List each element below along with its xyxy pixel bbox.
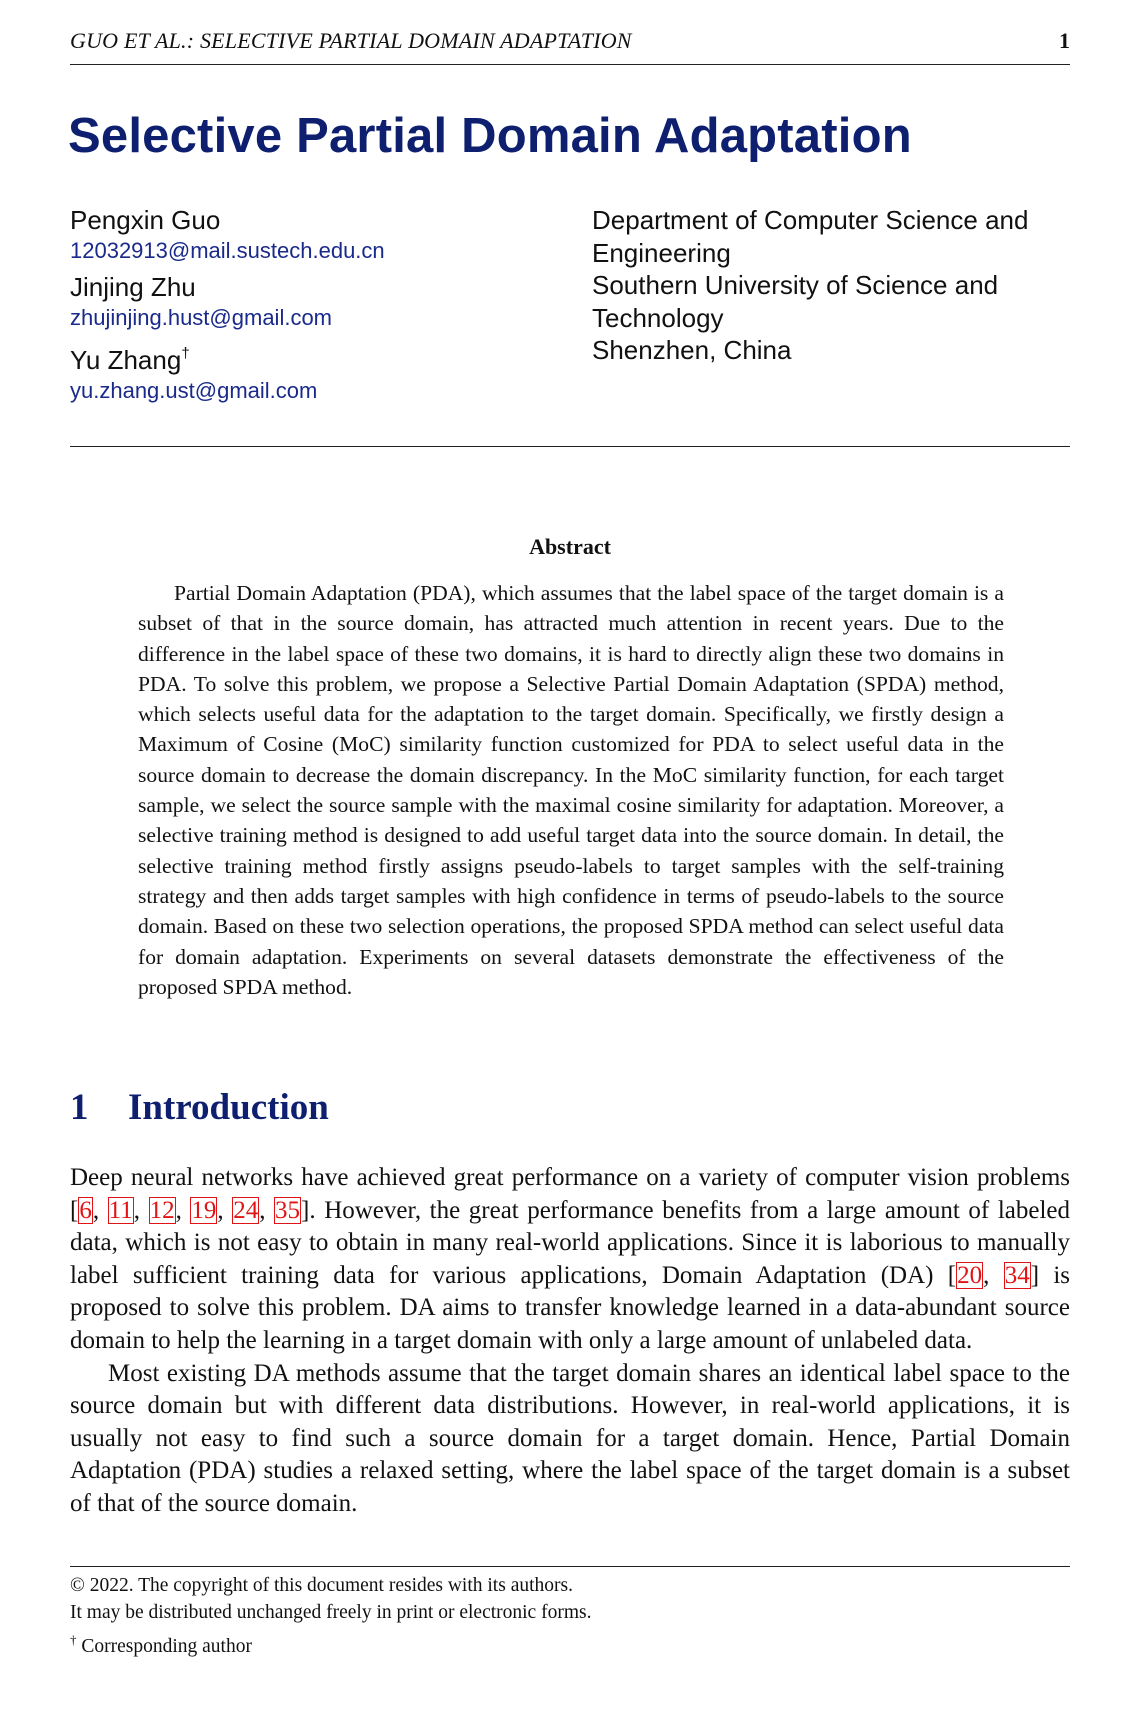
citation-link[interactable]: 11 — [108, 1196, 133, 1224]
running-title: GUO ET AL.: SELECTIVE PARTIAL DOMAIN ADAPTATION — [70, 28, 632, 53]
affiliation-line: Southern University of Science and — [592, 270, 999, 300]
citation-link[interactable]: 34 — [1004, 1261, 1030, 1289]
author-email-link[interactable]: 12032913@mail.sustech.edu.cn — [70, 238, 385, 263]
author-list — [70, 204, 570, 411]
paragraph: Deep neural networks have achieved great performance on a variety of computer vision problems [6, 11, 12, 19, 24, 35]. However, the great performance benefits from a large amount of labeled data, which is not easy to obtain in many real-world applications. Since it is laborious to manually label sufficient training data for various applications, Domain Adaptation (DA) [20, 34] is proposed to solve this problem. DA aims to transfer knowledge learned in a data-abundant source domain to help the learning in a target domain with only a large amount of unlabeled data. — [70, 1164, 1071, 1354]
running-header — [70, 28, 1070, 54]
distribution-notice: It may be distributed unchanged freely in print or electronic forms. — [70, 1602, 592, 1623]
affiliation — [592, 204, 1072, 367]
corresponding-mark: † — [181, 345, 190, 362]
author-name: Yu Zhang† — [70, 345, 190, 375]
abstract-text: Partial Domain Adaptation (PDA), which assumes that the label space of the target domain is a subset of that in the source domain, has attracted much attention in recent years. Due to the difference in the label space of these two domains, it is hard to directly align these two domains in PDA. To solve this problem, we propose a Selective Partial Domain Adaptation (SPDA) method, which selects useful data for the adaptation to the target domain. Specifically, we firstly design a Maximum of Cosine (MoC) similarity function customized for PDA to select useful data in the source domain to decrease the domain discrepancy. In the MoC similarity function, for each target sample, we select the source sample with the maximal cosine similarity for adaptation. Moreover, a selective training method is designed to add useful target data into the source domain. In detail, the selective training method firstly assigns pseudo-labels to target samples with the self-training strategy and then adds target samples with high confidence in terms of pseudo-labels to the source domain. Based on these two selection operations, the proposed SPDA method can select useful data for domain adaptation. Experiments on several datasets demonstrate the effectiveness of the proposed SPDA method. — [138, 581, 1004, 999]
affiliation-line: Department of Computer Science and — [592, 205, 1029, 235]
section-number: 1 — [70, 1087, 89, 1128]
paragraph: Most existing DA methods assume that the target domain shares an identical label space to the source domain but with different data distributions. However, in real-world applications, it is usually not easy to find such a source domain for a target domain. Hence, Partial Domain Adaptation (PDA) studies a relaxed setting, where the label space of the target domain is a subset of that of the source domain. — [70, 1359, 1070, 1517]
author-email-link[interactable]: zhujinjing.hust@gmail.com — [70, 305, 333, 330]
header-rule — [70, 64, 1070, 65]
citation-link[interactable]: 6 — [79, 1196, 92, 1224]
affiliation-line: Shenzhen, China — [592, 335, 792, 365]
citation-link[interactable]: 12 — [149, 1196, 175, 1224]
affiliation-line: Technology — [592, 302, 724, 333]
abstract-heading: Abstract — [529, 534, 611, 559]
author-block-rule — [70, 446, 1070, 447]
citation-link[interactable]: 24 — [233, 1196, 259, 1224]
author-email-link[interactable]: yu.zhang.ust@gmail.com — [70, 378, 318, 403]
citation-link[interactable]: 19 — [191, 1196, 217, 1224]
section-title: Introduction — [128, 1087, 329, 1128]
author-name: Pengxin Guo — [70, 205, 221, 235]
author-name: Jinjing Zhu — [70, 272, 196, 302]
footnote-rule — [70, 1566, 1070, 1567]
introduction-body — [70, 1162, 1070, 1521]
affiliation-line: Engineering — [592, 237, 731, 268]
section-heading — [70, 1086, 329, 1129]
citation-link[interactable]: 35 — [275, 1196, 301, 1224]
copyright-notice: © 2022. The copyright of this document resides with its authors. — [70, 1575, 573, 1596]
paper-title: Selective Partial Domain Adaptation — [68, 109, 912, 163]
page-number: 1 — [1059, 28, 1070, 53]
corresponding-footnote: † Corresponding author — [70, 1632, 252, 1657]
citation-link[interactable]: 20 — [957, 1261, 983, 1289]
footnotes — [70, 1572, 1070, 1660]
